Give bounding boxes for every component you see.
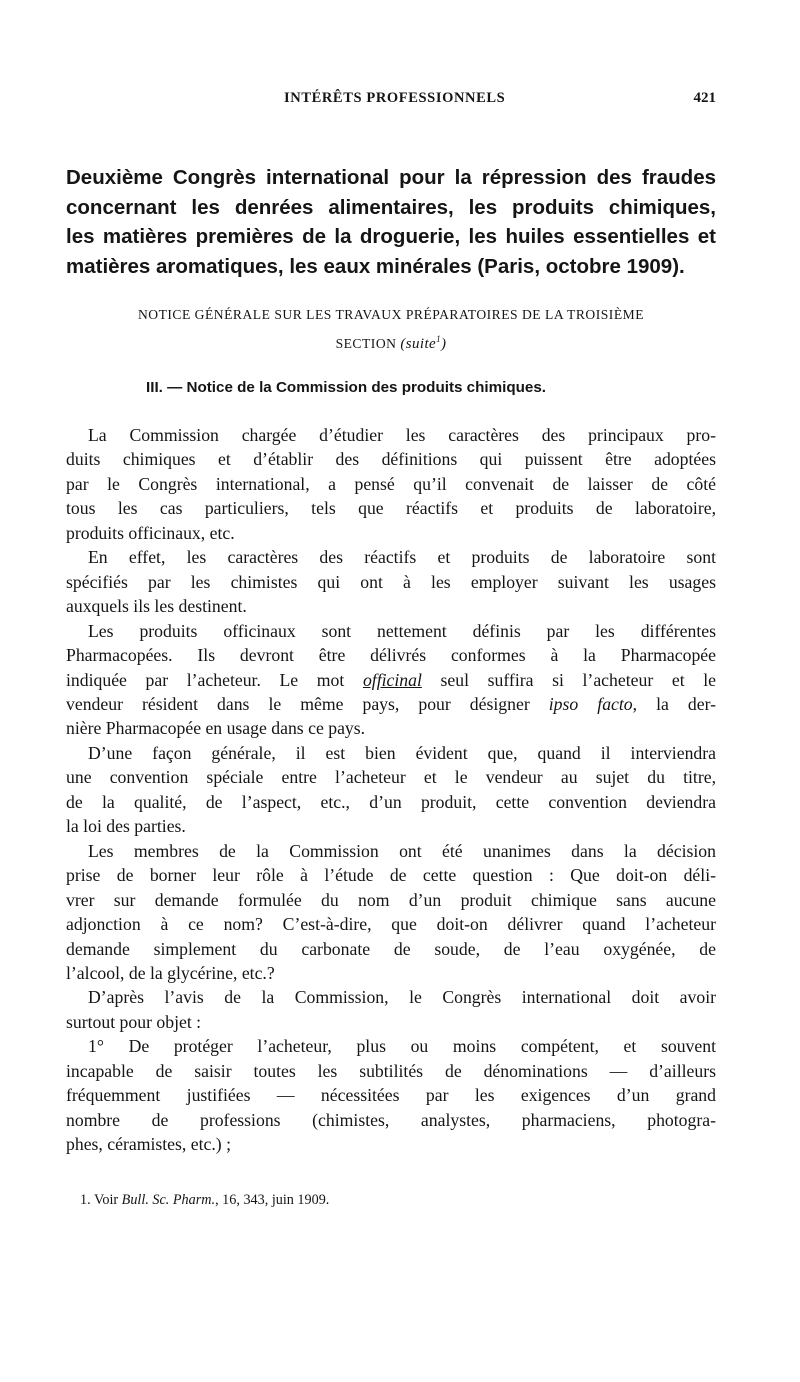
text-line: la loi des parties.: [66, 816, 186, 837]
running-title: INTÉRÊTS PROFESSIONNELS: [284, 90, 506, 106]
body-text: [66, 423, 716, 1157]
text-line: une convention spéciale entre l’acheteur et le vendeur au sujet du titre,: [66, 767, 716, 788]
page-number: 421: [693, 90, 716, 106]
text-line: Les membres de la Commission ont été unanimes dans la décision: [88, 840, 716, 861]
text-line: phes, céramistes, etc.) ;: [66, 1134, 232, 1155]
footnote: [80, 1192, 329, 1209]
title-line: matières aromatiques, les eaux minérales (Paris, octobre 1909).: [66, 254, 685, 278]
text-line: spécifiés par les chimistes qui ont à les employer suivant les usages: [66, 571, 716, 592]
text-line: vendeur résident dans le même pays, pour désigner ipso facto, la der-: [66, 693, 717, 714]
text-line: Pharmacopées. Ils devront être délivrés conformes à la Pharmacopée: [66, 645, 716, 666]
text-line: indiquée par l’acheteur. Le mot officinal seul suffira si l’acheteur et le: [66, 669, 716, 690]
text-line: La Commission chargée d’étudier les caractères des principaux pro-: [88, 425, 716, 445]
footnote-reference: , 16, 343, juin 1909.: [215, 1192, 330, 1208]
text-line: produits officinaux, etc.: [66, 522, 235, 543]
italic-officinal: officinal: [362, 669, 422, 690]
footnote-number: 1.: [80, 1192, 91, 1208]
title-line: Deuxième Congrès international pour la répression des fraudes: [66, 166, 716, 189]
title-line: concernant les denrées alimentaires, les produits chimiques,: [66, 195, 716, 219]
text-line: fréquemment justifiées — nécessitées par les exigences d’un grand: [66, 1085, 716, 1106]
title-line: les matières premières de la droguerie, les huiles essentielles et: [66, 225, 716, 249]
footnote-journal: Bull. Sc. Pharm.: [121, 1192, 216, 1208]
text-line: auxquels ils les destinent.: [66, 596, 247, 617]
text-line: nière Pharmacopée en usage dans ce pays.: [66, 718, 366, 739]
text-line: par le Congrès international, a pensé qu’il convenait de laisser de côté: [66, 473, 716, 494]
running-header: [66, 90, 716, 110]
text-line: nombre de professions (chimistes, analystes, pharmaciens, photogra-: [66, 1109, 716, 1130]
text-line: D’une façon générale, il est bien évident que, quand il interviendra: [88, 742, 716, 763]
text-line: de la qualité, de l’aspect, etc., d’un produit, cette convention deviendra: [66, 791, 716, 812]
article-title: [66, 163, 716, 281]
notice-suite: suite: [405, 336, 437, 352]
text-line: demande simplement du carbonate de soude, de l’eau oxygénée, de: [66, 938, 716, 959]
text-line: D’après l’avis de la Commission, le Congrès international doit avoir: [88, 987, 716, 1008]
text-line: duits chimiques et d’établir des définitions qui puissent être adoptées: [66, 449, 716, 470]
footnote-prefix: Voir: [93, 1192, 119, 1208]
notice-line-1: NOTICE GÉNÉRALE SUR LES TRAVAUX PRÉPARATOIRES DE LA TROISIÈME: [137, 307, 645, 322]
section-heading: III. — Notice de la Commission des produits chimiques.: [146, 379, 547, 396]
text-line: prise de borner leur rôle à l’étude de cette question : Que doit-on déli-: [66, 865, 716, 886]
text-line: 1° De protéger l’acheteur, plus ou moins compétent, et souvent: [88, 1036, 716, 1057]
text-line: tous les cas particuliers, tels que réactifs et produits de laboratoire,: [66, 498, 716, 519]
text-line: surtout pour objet :: [66, 1011, 202, 1032]
text-line: incapable de saisir toutes les subtilités de dénominations — d’ailleurs: [66, 1060, 716, 1081]
text-line: l’alcool, de la glycérine, etc.?: [66, 962, 275, 983]
notice-line-2: SECTION (suite$^1$): [335, 334, 447, 352]
footnote-mark: 1: [436, 334, 442, 344]
notice-section-word: SECTION: [335, 336, 397, 351]
text-line: En effet, les caractères des réactifs et produits de laboratoire sont: [88, 547, 716, 568]
notice-heading: [66, 303, 716, 356]
italic-ipso-facto: ipso facto: [548, 693, 633, 714]
text-line: vrer sur demande formulée du nom d’un produit chimique sans aucune: [66, 889, 716, 910]
text-line: adjonction à ce nom? C’est-à-dire, que doit-on délivrer quand l’acheteur: [66, 914, 716, 935]
text-line: Les produits officinaux sont nettement définis par les différentes: [88, 620, 716, 641]
